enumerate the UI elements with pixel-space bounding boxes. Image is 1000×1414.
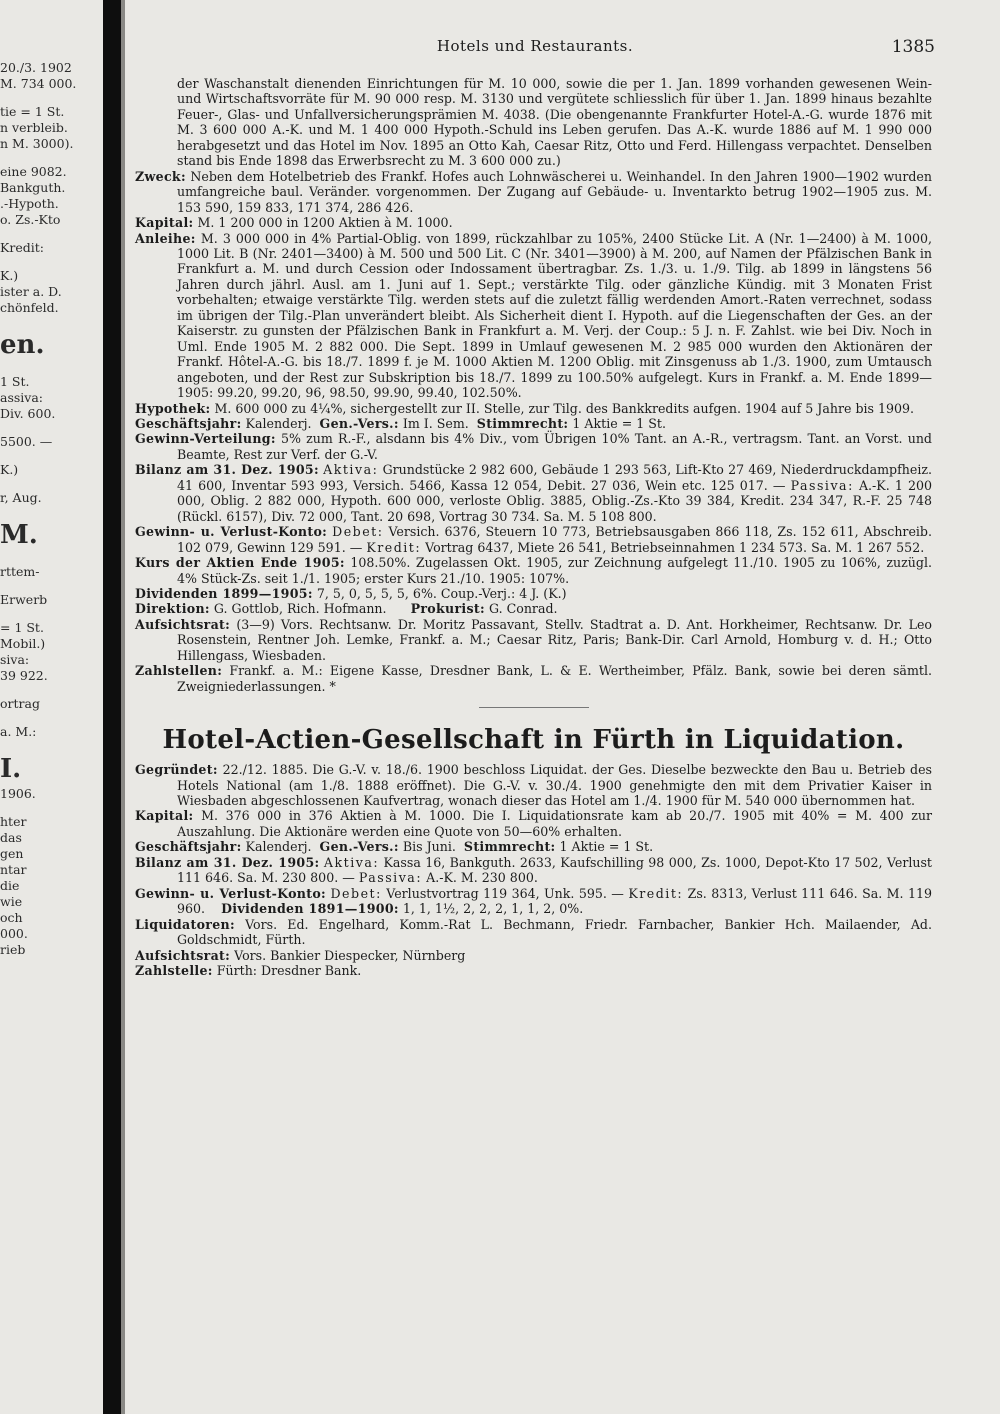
label-dividenden: Dividenden 1899—1905: — [135, 585, 313, 601]
margin-fragment — [0, 422, 100, 434]
text-bilanz-aktiva-2: Kassa 16, Bankguth. 2633, Kaufschilling 98 000, Zs. 1000, Depot-Kto 17 502, Verlust 111 646. Sa. M. 230 800. — — [177, 854, 932, 886]
margin-fragment: K.) — [0, 268, 19, 283]
entry2-zahlstelle — [135, 963, 932, 978]
margin-fragment: gen — [0, 846, 24, 861]
margin-fragment: 1 St. — [0, 374, 30, 389]
book-spine-edge — [121, 0, 125, 1414]
word-debet-2: Debet: — [330, 885, 382, 901]
word-passiva-2: Passiva: — [358, 870, 423, 886]
margin-fragment: n M. 3000). — [0, 136, 74, 151]
label-gewinn-verlust-2: Gewinn- u. Verlust-Konto: — [135, 885, 327, 901]
text-bilanz-passiva-2: A.-K. M. 230 800. — [426, 870, 538, 886]
label-zahlstelle: Zahlstelle: — [135, 963, 213, 979]
margin-fragment: M. — [0, 520, 38, 550]
margin-fragment: hter — [0, 814, 27, 829]
label-prokurist: Prokurist: — [410, 601, 485, 617]
text-dividenden: 7, 5, 0, 5, 5, 5, 6%. Coup.-Verj.: 4 J. (K.) — [316, 585, 567, 601]
margin-fragment: 000. — [0, 926, 28, 941]
margin-fragment — [0, 152, 100, 164]
text-aufsichtsrat: (3—9) Vors. Rechtsanw. Dr. Moritz Passavant, Stellv. Stadtrat a. D. Ant. Horkheimer, Rechtsanw. Dr. Leo Rosenstein, Rentner Joh. Lemke, Frankf. a. M.; Caesar Ritz, Paris; Bank-Dir. Carl Arnold, Homburg v. d. H.; Otto Hillengass, Wiesbaden. — [177, 616, 932, 663]
margin-fragment: das — [0, 830, 22, 845]
entry-kapital — [135, 215, 932, 230]
running-title: Hotels und Restaurants. — [436, 37, 634, 55]
entry-anleihe — [135, 231, 932, 401]
margin-fragment: assiva: — [0, 390, 44, 405]
text-gen-vers-2: Bis Juni. — [402, 839, 456, 855]
margin-fragment: siva: — [0, 652, 30, 667]
margin-fragment: tie = 1 St. — [0, 104, 65, 119]
margin-fragment: 5500. — — [0, 434, 53, 449]
label-liquidatoren: Liquidatoren: — [135, 916, 235, 932]
label-gewinn-verlust: Gewinn- u. Verlust-Konto: — [135, 524, 328, 540]
label-aufsichtsrat: Aufsichtsrat: — [135, 616, 231, 632]
margin-fragment — [0, 580, 100, 592]
label-kapital-2: Kapital: — [135, 808, 194, 824]
text-gegruendet: 22./12. 1885. Die G.-V. v. 18./6. 1900 beschloss Liquidat. der Ges. Dieselbe bezweckte den Bau u. Betrieb des Hotels National (am 1./8. 1888 eröffnet). Die G.-V. v. 30./4. 1900 genehmigte den mit dem Privatier Kaiser in Wiesbaden abgeschlossenen Kaufvertrag, wonach dieser das Hotel am 1./4. 1900 für M. 540 000 übernommen hat. — [177, 762, 932, 809]
label-geschaeftsjahr-2: Geschäftsjahr: — [135, 839, 242, 855]
entry-direktion — [135, 601, 932, 616]
text-prokurist: G. Conrad. — [488, 601, 558, 617]
entry2-gegruendet — [135, 762, 932, 808]
word-aktiva-2: Aktiva: — [323, 854, 380, 870]
book-spine-shadow — [103, 0, 121, 1414]
label-gen-vers: Gen.-Vers.: — [319, 415, 399, 431]
margin-fragment: ortrag — [0, 696, 40, 711]
label-aufsichtsrat-2: Aufsichtsrat: — [135, 947, 231, 963]
label-dividenden-2: Dividenden 1891—1900: — [221, 901, 399, 917]
margin-fragment: 20./3. 1902 — [0, 60, 72, 75]
margin-fragment — [0, 362, 100, 374]
text-guv-kredit-2: Zs. 8313, Verlust 111 646. Sa. M. 119 960. — [177, 885, 933, 917]
label-kapital: Kapital: — [135, 215, 194, 231]
text-hypothek: M. 600 000 zu 4¼%, sichergestellt zur II. Stelle, zur Tilg. des Bankkredits aufgen. 1904 auf 5 Jahre bis 1909. — [214, 400, 915, 416]
entry-zweck — [135, 169, 932, 215]
margin-fragment: .-Hypoth. — [0, 196, 59, 211]
text-gen-vers: Im I. Sem. — [402, 415, 469, 431]
margin-fragment: en. — [0, 330, 45, 360]
margin-fragment: Mobil.) — [0, 636, 46, 651]
label-stimmrecht: Stimmrecht: — [476, 415, 569, 431]
label-bilanz-2: Bilanz am 31. Dez. 1905: — [135, 854, 320, 870]
entry-kurs — [135, 555, 932, 586]
text-liquidatoren: Vors. Ed. Engelhard, Komm.-Rat L. Bechmann, Friedr. Farnbacher, Bankier Hch. Mailaender, Ad. Goldschmidt, Fürth. — [177, 916, 932, 948]
margin-fragment — [0, 740, 100, 752]
entry2-bilanz — [135, 855, 932, 886]
label-anleihe: Anleihe: — [135, 230, 196, 246]
margin-fragment — [0, 478, 100, 490]
entry2-liquidatoren — [135, 917, 932, 948]
entry-geschaeftsjahr — [135, 416, 932, 431]
margin-fragment — [0, 802, 100, 814]
margin-fragment: r, Aug. — [0, 490, 42, 505]
entry-gewinn-verlust — [135, 524, 932, 555]
label-gen-vers-2: Gen.-Vers.: — [319, 839, 399, 855]
text-anleihe: M. 3 000 000 in 4% Partial-Oblig. von 1899, rückzahlbar zu 105%, 2400 Stücke Lit. A (Nr. 1—2400) à M. 1000, 1000 Lit. B (Nr. 2401—3400) à M. 500 und 500 Lit. C (Nr. 3401—3900) à M. 200, auf Namen der Pfälzischen Bank in Frankfurt a. M. und durch Cession oder Indossament übertragbar. Zs. 1./3. u. 1./9. Tilg. ab 1899 in längstens 56 Jahren durch jährl. Ausl. am 1. Juni auf 1. Sept.; verstärkte Tilg. oder gänzliche Kündig. mit 3 Monaten Frist vorbehalten; etwaige verstärkte Tilg. werden stets auf die zuletzt fällig werdenden Amort.-Raten verrechnet, sodass im übrigen der Tilg.-Plan unverändert bleibt. Als Sicherheit dient I. Hypoth. auf die Liegenschaften der Ges. an der Kaiserstr. zu gunsten der Pfälzischen Bank in Frankfurt a. M. Verj. der Coup.: 5 J. n. F. Zahlst. wie bei Div. Noch in Uml. Ende 1905 M. 2 882 000. Die Sept. 1899 in Umlauf gewesenen M. 2 985 000 wurden den Aktionären der Frankf. Hôtel-A.-G. bis 18./7. 1899 f. je M. 1000 Aktien M. 1200 Oblig. mit Zinsgenuss ab 1./3. 1900, zum Umtausch angeboten, und der Rest zur Subskription bis 18./7. 1899 zu 100.50% aufgelegt. Kurs in Frankf. a. M. Ende 1899—1905: 99.20, 99.20, 96, 98.50, 99.90, 99.40, 102.50%. — [177, 230, 932, 401]
text-kapital-2: M. 376 000 in 376 Aktien à M. 1000. Die I. Liquidationsrate kam ab 20./7. 1905 mit 40% = M. 400 zur Auszahlung. Die Aktionäre werden eine Quote von 50—60% erhalten. — [177, 808, 932, 839]
margin-fragment: 39 922. — [0, 668, 48, 683]
adjacent-page-margin — [0, 60, 100, 1414]
margin-fragment: rttem- — [0, 564, 40, 579]
label-kurs: Kurs der Aktien Ende 1905: — [135, 555, 345, 571]
margin-fragment — [0, 450, 100, 462]
entry2-aufsichtsrat — [135, 948, 932, 963]
margin-fragment — [0, 712, 100, 724]
margin-fragment: wie — [0, 894, 23, 909]
margin-fragment: Erwerb — [0, 592, 48, 607]
entry-dividenden — [135, 586, 932, 601]
text-zahlstellen: Frankf. a. M.: Eigene Kasse, Dresdner Bank, L. & E. Wertheimber, Pfälz. Bank, sowie bei deren sämtl. Zweigniederlassungen. * — [177, 663, 932, 694]
text-dividenden-2: 1, 1, 1½, 2, 2, 2, 1, 1, 2, 0%. — [402, 901, 584, 917]
text-stimmrecht: 1 Aktie = 1 St. — [572, 415, 666, 431]
entry-intro: der Waschanstalt dienenden Einrichtungen für M. 10 000, sowie die per 1. Jan. 1899 vorhanden gewesenen Wein- und Wirtschaftsvorräte für M. 90 000 resp. M. 3130 und vergütete schliesslich für über 1. Jan. 1899 hinaus bezahlte Feuer-, Glas- und Unfallversicherungsprämien M. 4038. (Die obengenannte Frankfurter Hotel-A.-G. wurde 1876 mit M. 3 600 000 A.-K. und M. 1 400 000 Hypoth.-Schuld ins Leben gerufen. Das A.-K. wurde 1886 auf M. 1 990 000 herabgesetzt und das Hotel im Nov. 1895 an Otto Kah, Caesar Ritz, Otto und Ferd. Hillengass verpachtet. Denselben stand bis Ende 1898 das Erwerbsrecht zu M. 3 600 000 zu.) — [177, 76, 932, 169]
margin-fragment: och — [0, 910, 23, 925]
word-debet: Debet: — [332, 524, 384, 540]
label-gegruendet: Gegründet: — [135, 762, 218, 778]
word-kredit-2: Kredit: — [628, 885, 684, 901]
text-geschaeftsjahr-2: Kalenderj. — [245, 839, 312, 855]
entry2-gewinn-verlust — [135, 886, 932, 917]
label-direktion: Direktion: — [135, 601, 210, 617]
entry-zahlstellen — [135, 663, 932, 694]
margin-fragment: Div. 600. — [0, 406, 56, 421]
entry2-kapital — [135, 808, 932, 839]
margin-fragment: K.) — [0, 462, 19, 477]
label-zahlstellen: Zahlstellen: — [135, 663, 223, 679]
margin-fragment — [0, 316, 100, 328]
text-guv-debet: Versich. 6376, Steuern 10 773, Betriebsausgaben 866 118, Zs. 152 611, Abschreib. 102 079, Gewinn 129 591. — — [177, 524, 933, 555]
entry-hypothek — [135, 401, 932, 416]
text-gewinn-verteilung: 5% zum R.-F., alsdann bis 4% Div., vom Übrigen 10% Tant. an A.-R., vertragsm. Tant. an Vorst. und Beamte, Rest zur Verf. der G.-V. — [177, 431, 932, 462]
text-guv-kredit: Vortrag 6437, Miete 26 541, Betriebseinnahmen 1 234 573. Sa. M. 1 267 552. — [425, 539, 925, 555]
label-geschaeftsjahr: Geschäftsjahr: — [135, 415, 242, 431]
margin-fragment — [0, 552, 100, 564]
section-divider — [479, 707, 589, 708]
word-passiva: Passiva: — [790, 477, 854, 493]
margin-fragment: I. — [0, 754, 22, 784]
page-number: 1385 — [891, 37, 935, 57]
margin-fragment: Kredit: — [0, 240, 44, 255]
text-geschaeftsjahr: Kalenderj. — [245, 415, 312, 431]
margin-fragment: a. M.: — [0, 724, 37, 739]
label-hypothek: Hypothek: — [135, 400, 211, 416]
margin-fragment: Bankguth. — [0, 180, 66, 195]
text-guv-debet-2: Verlustvortrag 119 364, Unk. 595. — — [386, 885, 624, 901]
margin-fragment: chönfeld. — [0, 300, 59, 315]
text-bilanz-passiva: A.-K. 1 200 000, Oblig. 2 882 000, Hypoth. 600 000, verloste Oblig. 3885, Oblig.-Zs.-Kto 39 384, Kredit. 234 347, R.-F. 25 748 (Rückl. 6157), Div. 72 000, Tant. 20 698, Vortrag 30 734. Sa. M. 5 108 800. — [177, 477, 932, 524]
entry-bilanz — [135, 462, 932, 524]
word-aktiva: Aktiva: — [323, 462, 379, 478]
entry-aufsichtsrat — [135, 617, 932, 663]
entry2-geschaeftsjahr — [135, 839, 932, 854]
margin-fragment — [0, 256, 100, 268]
label-zweck: Zweck: — [135, 168, 186, 184]
text-aufsichtsrat-2: Vors. Bankier Diespecker, Nürnberg — [234, 947, 466, 963]
margin-fragment — [0, 608, 100, 620]
label-gewinn-verteilung: Gewinn-Verteilung: — [135, 431, 276, 447]
text-zweck: Neben dem Hotelbetrieb des Frankf. Hofes auch Lohnwäscherei u. Weinhandel. In den Jahren 1900—1902 wurden umfangreiche baul. Veränder. vorgenommen. Der Zugang auf Gebäude- u. Inventarkto betrug 1902—1905 zus. M. 153 590, 159 833, 171 374, 286 426. — [177, 168, 932, 215]
label-bilanz: Bilanz am 31. Dez. 1905: — [135, 462, 319, 478]
margin-fragment: = 1 St. — [0, 620, 44, 635]
text-stimmrecht-2: 1 Aktie = 1 St. — [559, 839, 654, 855]
margin-fragment — [0, 506, 100, 518]
margin-fragment: n verbleib. — [0, 120, 68, 135]
margin-fragment: ntar — [0, 862, 27, 877]
margin-fragment — [0, 92, 100, 104]
margin-fragment: 1906. — [0, 786, 36, 801]
margin-fragment: die — [0, 878, 20, 893]
margin-fragment: ister a. D. — [0, 284, 62, 299]
label-stimmrecht-2: Stimmrecht: — [463, 839, 556, 855]
entry-gewinn-verteilung — [135, 431, 932, 462]
margin-fragment — [0, 684, 100, 696]
text-kapital: M. 1 200 000 in 1200 Aktien à M. 1000. — [197, 215, 453, 231]
text-direktion: G. Gottlob, Rich. Hofmann. — [213, 601, 387, 617]
margin-fragment: eine 9082. — [0, 164, 67, 179]
margin-fragment: M. 734 000. — [0, 76, 77, 91]
margin-fragment: o. Zs.-Kto — [0, 212, 61, 227]
page-header — [135, 37, 935, 59]
text-zahlstelle: Fürth: Dresdner Bank. — [216, 963, 362, 979]
margin-fragment: rieb — [0, 942, 26, 957]
page-body — [135, 76, 932, 978]
text-kurs: 108.50%. Zugelassen Okt. 1905, zur Zeichnung aufgelegt 11./10. 1905 zu 106%, zuzügl. 4% Stück-Zs. seit 1./1. 1905; erster Kurs 21./10. 1905: 107%. — [177, 555, 932, 586]
section-title: Hotel-Actien-Gesellschaft in Fürth in Liquidation. — [162, 725, 905, 756]
text-bilanz-aktiva: Grundstücke 2 982 600, Gebäude 1 293 563, Lift-Kto 27 469, Niederdruckdampfheiz. 41 600, Inventar 593 993, Versich. 5466, Kassa 12 054, Debit. 27 036, Wein etc. 125 017. — — [177, 462, 932, 493]
word-kredit: Kredit: — [366, 539, 422, 555]
margin-fragment — [0, 228, 100, 240]
